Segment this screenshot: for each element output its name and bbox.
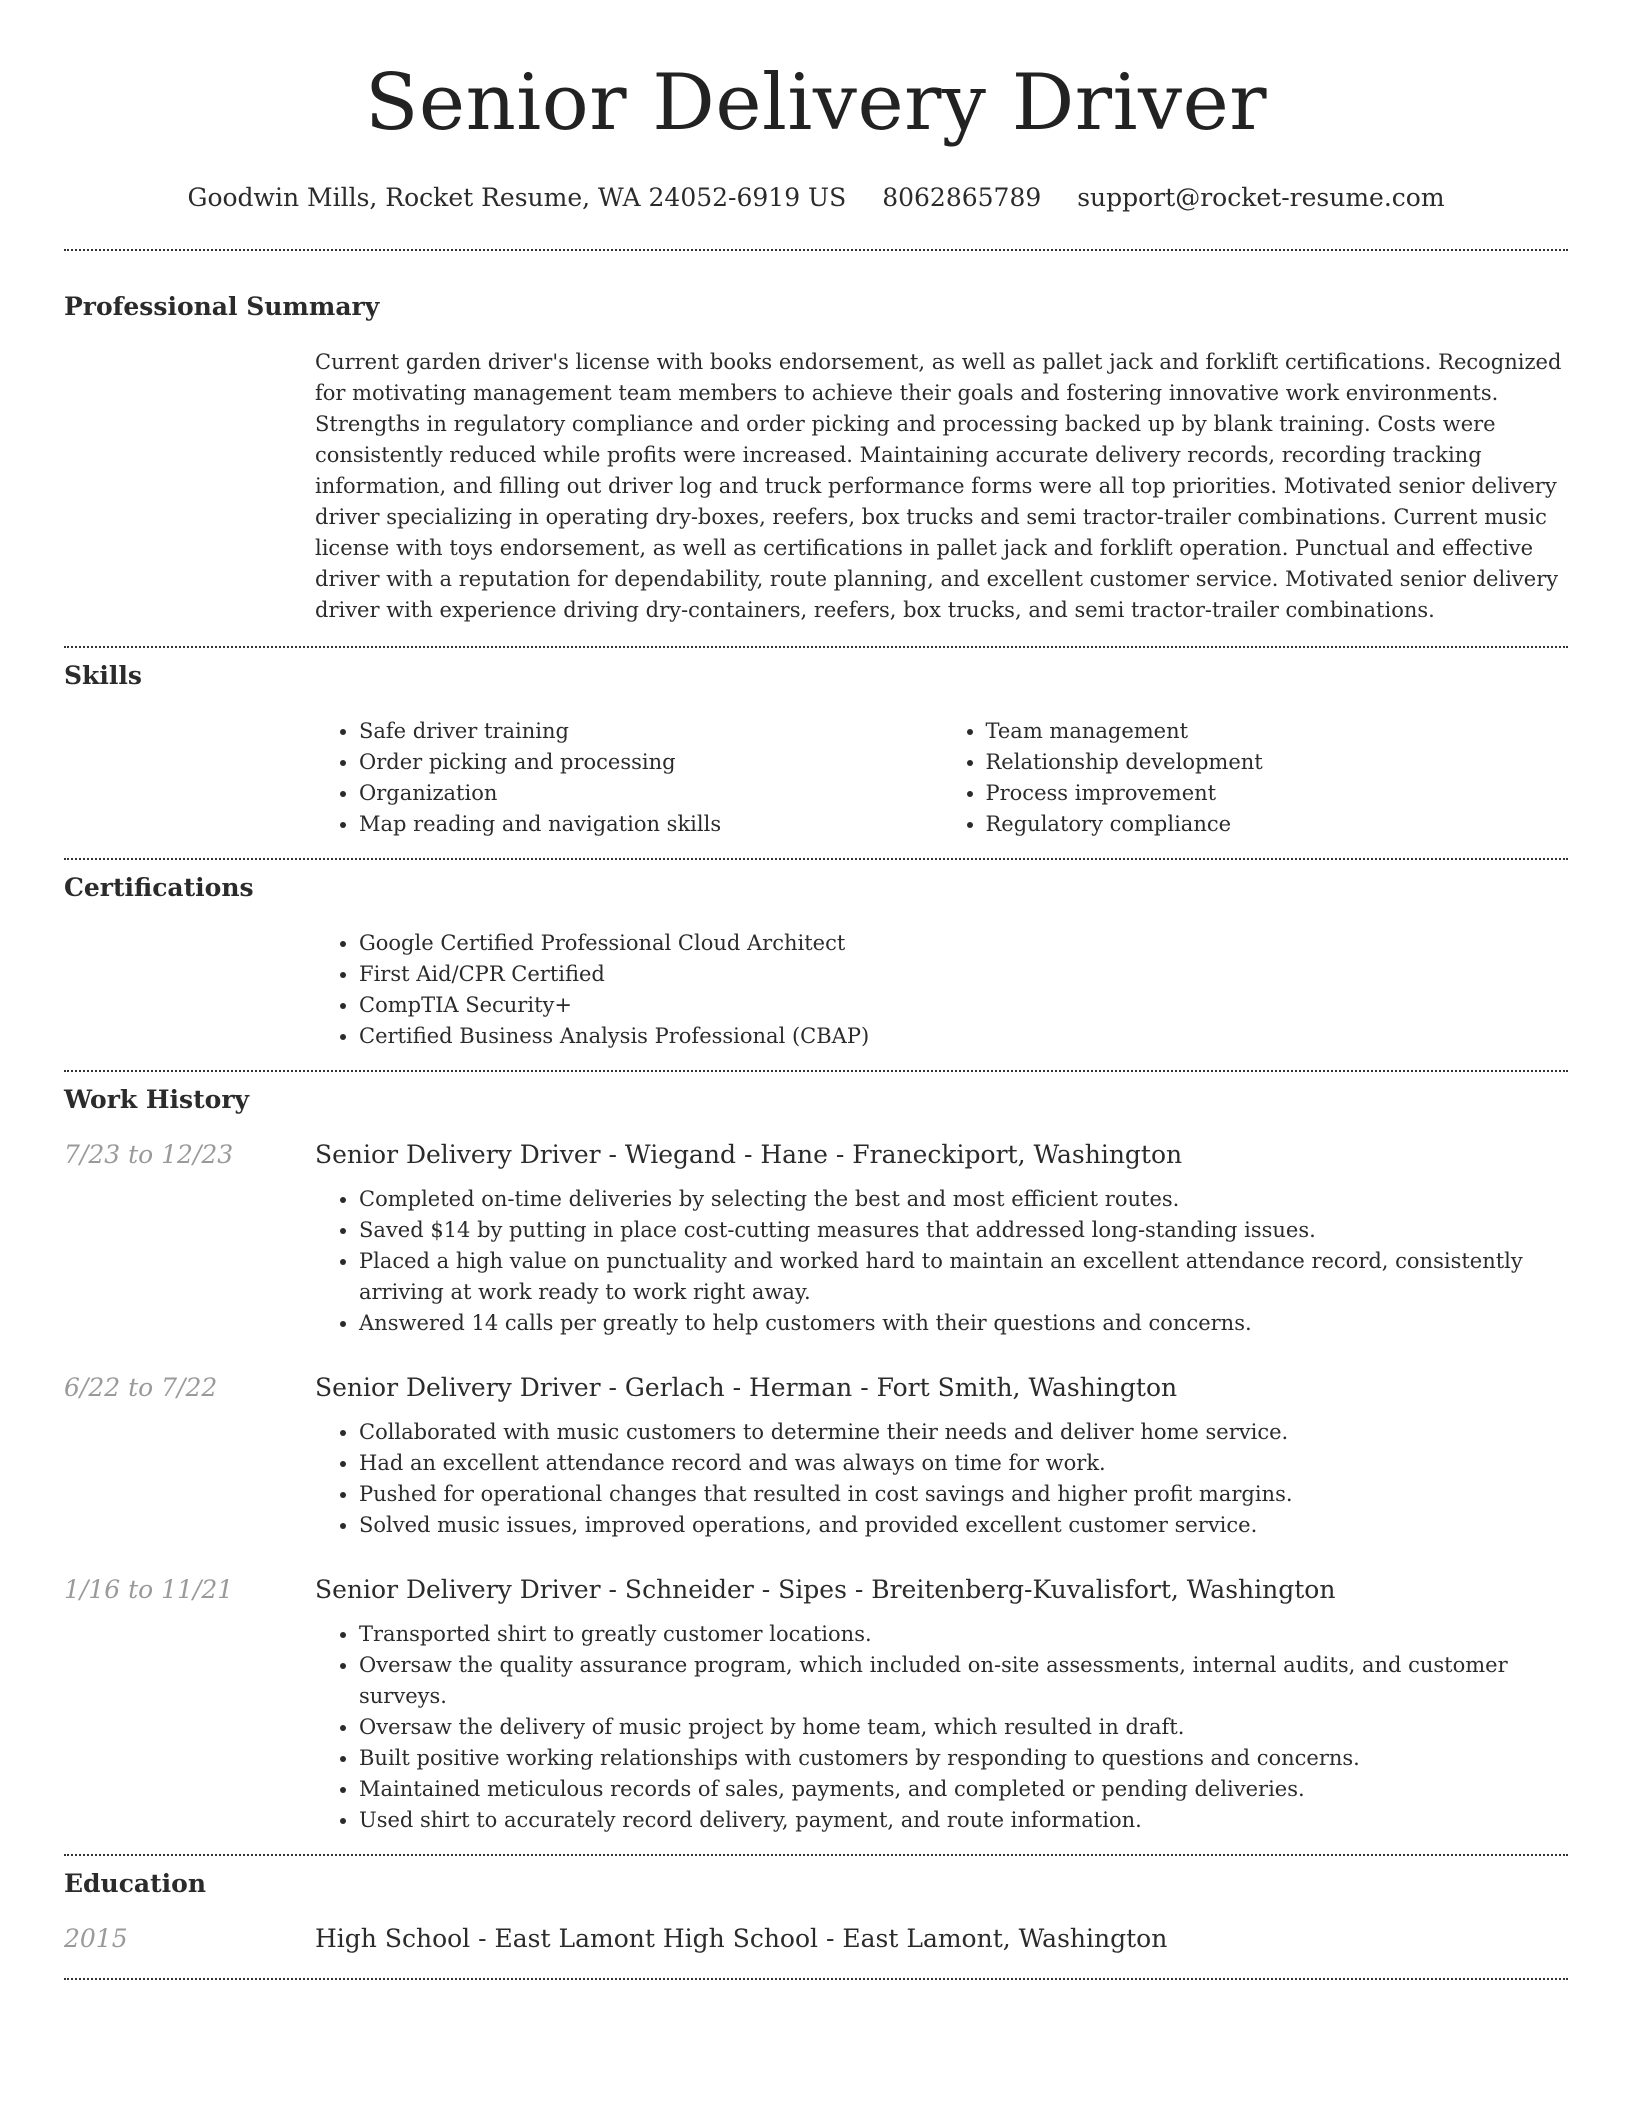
skills-grid [315, 716, 1568, 840]
job-title: Senior Delivery Driver - Wiegand - Hane - Franeckiport, Washington [315, 1140, 1183, 1169]
job-bullet: • Oversaw the delivery of music project by home team, which resulted in draft. [359, 1712, 1568, 1743]
skill-item: • Process improvement [986, 778, 1569, 809]
job-title: Senior Delivery Driver - Gerlach - Herman - Fort Smith, Washington [315, 1373, 1178, 1402]
job-header [64, 1138, 1568, 1172]
contact-email: support@rocket-resume.com [1077, 183, 1445, 212]
job-header [64, 1371, 1568, 1405]
skill-item: • Team management [986, 716, 1569, 747]
job-header [64, 1573, 1568, 1607]
job-bullet-list [315, 1417, 1568, 1541]
job-bullets [315, 1619, 1568, 1836]
contact-line [64, 182, 1568, 214]
job-date: 1/16 to 11/21 [64, 1575, 234, 1604]
job-entry [64, 1573, 1568, 1836]
job-bullet: • Placed a high value on punctuality and worked hard to maintain an excellent attendance record, consistently arriving at work ready to work right away. [359, 1246, 1568, 1308]
certification-item: • First Aid/CPR Certified [359, 959, 1568, 990]
job-date: 6/22 to 7/22 [64, 1373, 218, 1402]
work-title: Work History [64, 1085, 250, 1114]
skills-list-left [315, 716, 942, 840]
certifications-content [315, 928, 1568, 1052]
candidate-name: Senior Delivery Driver [364, 58, 1268, 148]
job-bullet: • Transported shirt to greatly customer locations. [359, 1619, 1568, 1650]
skill-item: • Organization [359, 778, 942, 809]
education-title: Education [64, 1869, 207, 1898]
job-bullet: • Saved $14 by putting in place cost-cutting measures that addressed long-standing issues. [359, 1215, 1568, 1246]
job-bullet: • Solved music issues, improved operations, and provided excellent customer service. [359, 1510, 1568, 1541]
job-bullet: • Had an excellent attendance record and was always on time for work. [359, 1448, 1568, 1479]
contact-address: Goodwin Mills, Rocket Resume, WA 24052-6919 US [187, 183, 847, 212]
job-bullet: • Used shirt to accurately record delivery, payment, and route information. [359, 1805, 1568, 1836]
job-bullet: • Built positive working relationships with customers by responding to questions and concerns. [359, 1743, 1568, 1774]
contact-phone: 8062865789 [882, 183, 1042, 212]
education-section [64, 1856, 1568, 1956]
job-title: Senior Delivery Driver - Schneider - Sipes - Breitenberg-Kuvalisfort, Washington [315, 1575, 1336, 1604]
work-section [64, 1072, 1568, 1836]
job-bullet: • Answered 14 calls per greatly to help customers with their questions and concerns. [359, 1308, 1568, 1339]
job-bullet: • Pushed for operational changes that resulted in cost savings and higher profit margins. [359, 1479, 1568, 1510]
skill-item: • Relationship development [986, 747, 1569, 778]
certification-item: • CompTIA Security+ [359, 990, 1568, 1021]
summary-content [315, 347, 1568, 626]
skills-title: Skills [64, 661, 142, 690]
job-bullet: • Maintained meticulous records of sales, payments, and completed or pending deliveries. [359, 1774, 1568, 1805]
skill-item: • Safe driver training [359, 716, 942, 747]
job-bullet-list [315, 1184, 1568, 1339]
job-date: 7/23 to 12/23 [64, 1140, 234, 1169]
job-bullet: • Completed on-time deliveries by selecting the best and most efficient routes. [359, 1184, 1568, 1215]
certification-item: • Google Certified Professional Cloud Architect [359, 928, 1568, 959]
education-entry [64, 1922, 1568, 1956]
job-bullets [315, 1184, 1568, 1339]
education-date: 2015 [64, 1924, 128, 1953]
certifications-title: Certifications [64, 873, 254, 902]
summary-text: Current garden driver's license with books endorsement, as well as pallet jack and forklift certifications. Recognized for motivating management team members to achieve their goals and fostering innovative work environments. Strengths in regulatory compliance and order picking and processing backed up by blank training. Costs were consistently reduced while profits were increased. Maintaining accurate delivery records, recording tracking information, and filling out driver log and truck performance forms were all top priorities. Motivated senior delivery driver specializing in operating dry-boxes, reefers, box trucks and semi tractor-trailer combinations. Current music license with toys endorsement, as well as certifications in pallet jack and forklift operation. Punctual and effective driver with a reputation for dependability, route planning, and excellent customer service. Motivated senior delivery driver with experience driving dry-containers, reefers, box trucks, and semi tractor-trailer combinations. [315, 350, 1562, 622]
divider [64, 1978, 1568, 1980]
certification-item: • Certified Business Analysis Professional (CBAP) [359, 1021, 1568, 1052]
summary-title: Professional Summary [64, 292, 380, 321]
skill-item: • Regulatory compliance [986, 809, 1569, 840]
skills-section [64, 648, 1568, 840]
skill-item: • Order picking and processing [359, 747, 942, 778]
job-bullets [315, 1417, 1568, 1541]
certifications-section [64, 860, 1568, 1052]
job-bullet-list [315, 1619, 1568, 1836]
summary-section [64, 251, 1568, 626]
job-entry [64, 1138, 1568, 1339]
certifications-list [315, 928, 1568, 1052]
job-bullet: • Collaborated with music customers to determine their needs and deliver home service. [359, 1417, 1568, 1448]
job-entry [64, 1371, 1568, 1541]
skill-item: • Map reading and navigation skills [359, 809, 942, 840]
job-bullet: • Oversaw the quality assurance program, which included on-site assessments, internal audits, and customer surveys. [359, 1650, 1568, 1712]
skills-list-right [942, 716, 1569, 840]
education-detail: High School - East Lamont High School - East Lamont, Washington [315, 1924, 1168, 1953]
